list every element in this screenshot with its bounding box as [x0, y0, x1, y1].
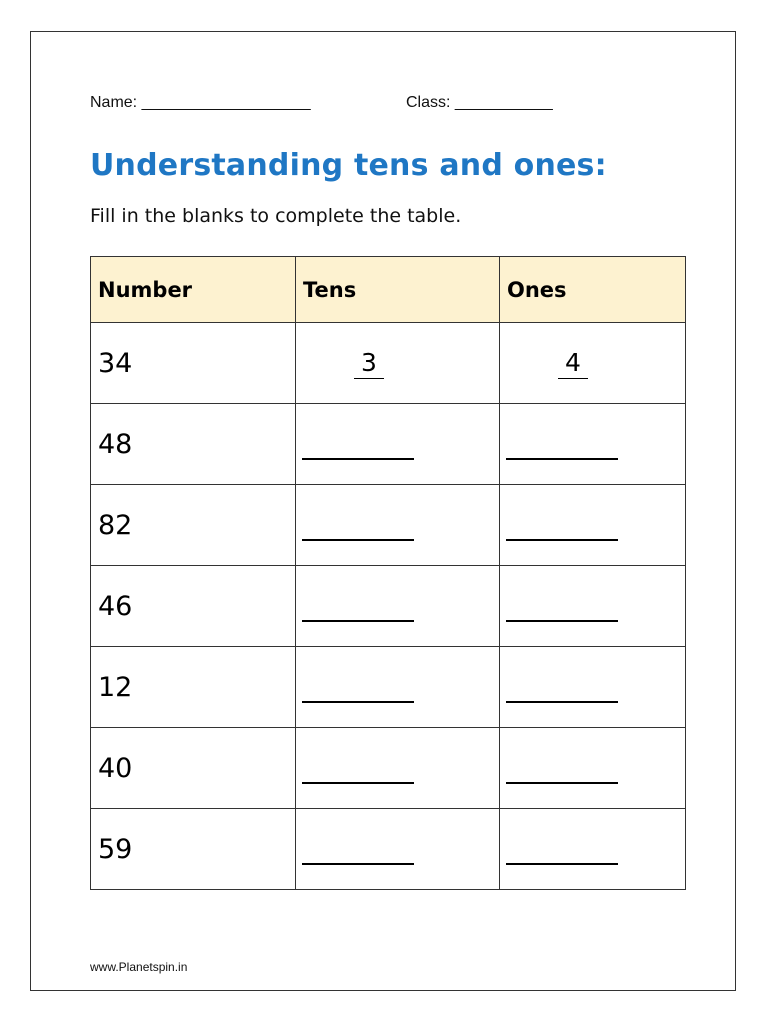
- tens-cell: [296, 728, 500, 809]
- ones-cell: [500, 728, 686, 809]
- ones-blank-line[interactable]: [506, 458, 618, 460]
- tens-blank-line[interactable]: [302, 539, 414, 541]
- tens-blank-line[interactable]: [302, 620, 414, 622]
- tens-cell: [296, 485, 500, 566]
- table-row: [91, 647, 686, 728]
- ones-cell: [500, 566, 686, 647]
- tens-answer: 3: [354, 348, 384, 379]
- tens-blank-line[interactable]: [302, 458, 414, 460]
- table-header: [91, 257, 686, 323]
- table-row: [91, 404, 686, 485]
- table-row: [91, 323, 686, 404]
- tens-cell: [296, 323, 500, 404]
- number-cell: 59: [91, 809, 296, 890]
- ones-blank-line[interactable]: [506, 620, 618, 622]
- column-header-tens: Tens: [296, 257, 500, 323]
- tens-ones-table: [90, 256, 686, 890]
- tens-cell: [296, 404, 500, 485]
- table-row: [91, 809, 686, 890]
- worksheet-title: Understanding tens and ones:: [90, 148, 607, 183]
- tens-cell: [296, 647, 500, 728]
- ones-cell: [500, 485, 686, 566]
- tens-blank-line[interactable]: [302, 782, 414, 784]
- footer-website: www.Planetspin.in: [90, 960, 188, 974]
- ones-cell: [500, 647, 686, 728]
- ones-blank-line[interactable]: [506, 539, 618, 541]
- column-header-number: Number: [91, 257, 296, 323]
- tens-cell: [296, 809, 500, 890]
- number-cell: 40: [91, 728, 296, 809]
- number-cell: 34: [91, 323, 296, 404]
- tens-blank-line[interactable]: [302, 863, 414, 865]
- tens-cell: [296, 566, 500, 647]
- table-body: [91, 323, 686, 890]
- number-cell: 48: [91, 404, 296, 485]
- header-row: [91, 257, 686, 323]
- table-row: [91, 485, 686, 566]
- ones-cell: [500, 404, 686, 485]
- number-cell: 46: [91, 566, 296, 647]
- table-row: [91, 728, 686, 809]
- name-field: Name: ___________________: [90, 94, 311, 111]
- column-header-ones: Ones: [500, 257, 686, 323]
- ones-answer: 4: [558, 348, 588, 379]
- ones-cell: [500, 323, 686, 404]
- table-row: [91, 566, 686, 647]
- ones-blank-line[interactable]: [506, 782, 618, 784]
- tens-blank-line[interactable]: [302, 701, 414, 703]
- class-field: Class: ___________: [406, 94, 553, 111]
- instruction-text: Fill in the blanks to complete the table.: [90, 205, 462, 227]
- ones-blank-line[interactable]: [506, 863, 618, 865]
- ones-cell: [500, 809, 686, 890]
- number-cell: 82: [91, 485, 296, 566]
- number-cell: 12: [91, 647, 296, 728]
- ones-blank-line[interactable]: [506, 701, 618, 703]
